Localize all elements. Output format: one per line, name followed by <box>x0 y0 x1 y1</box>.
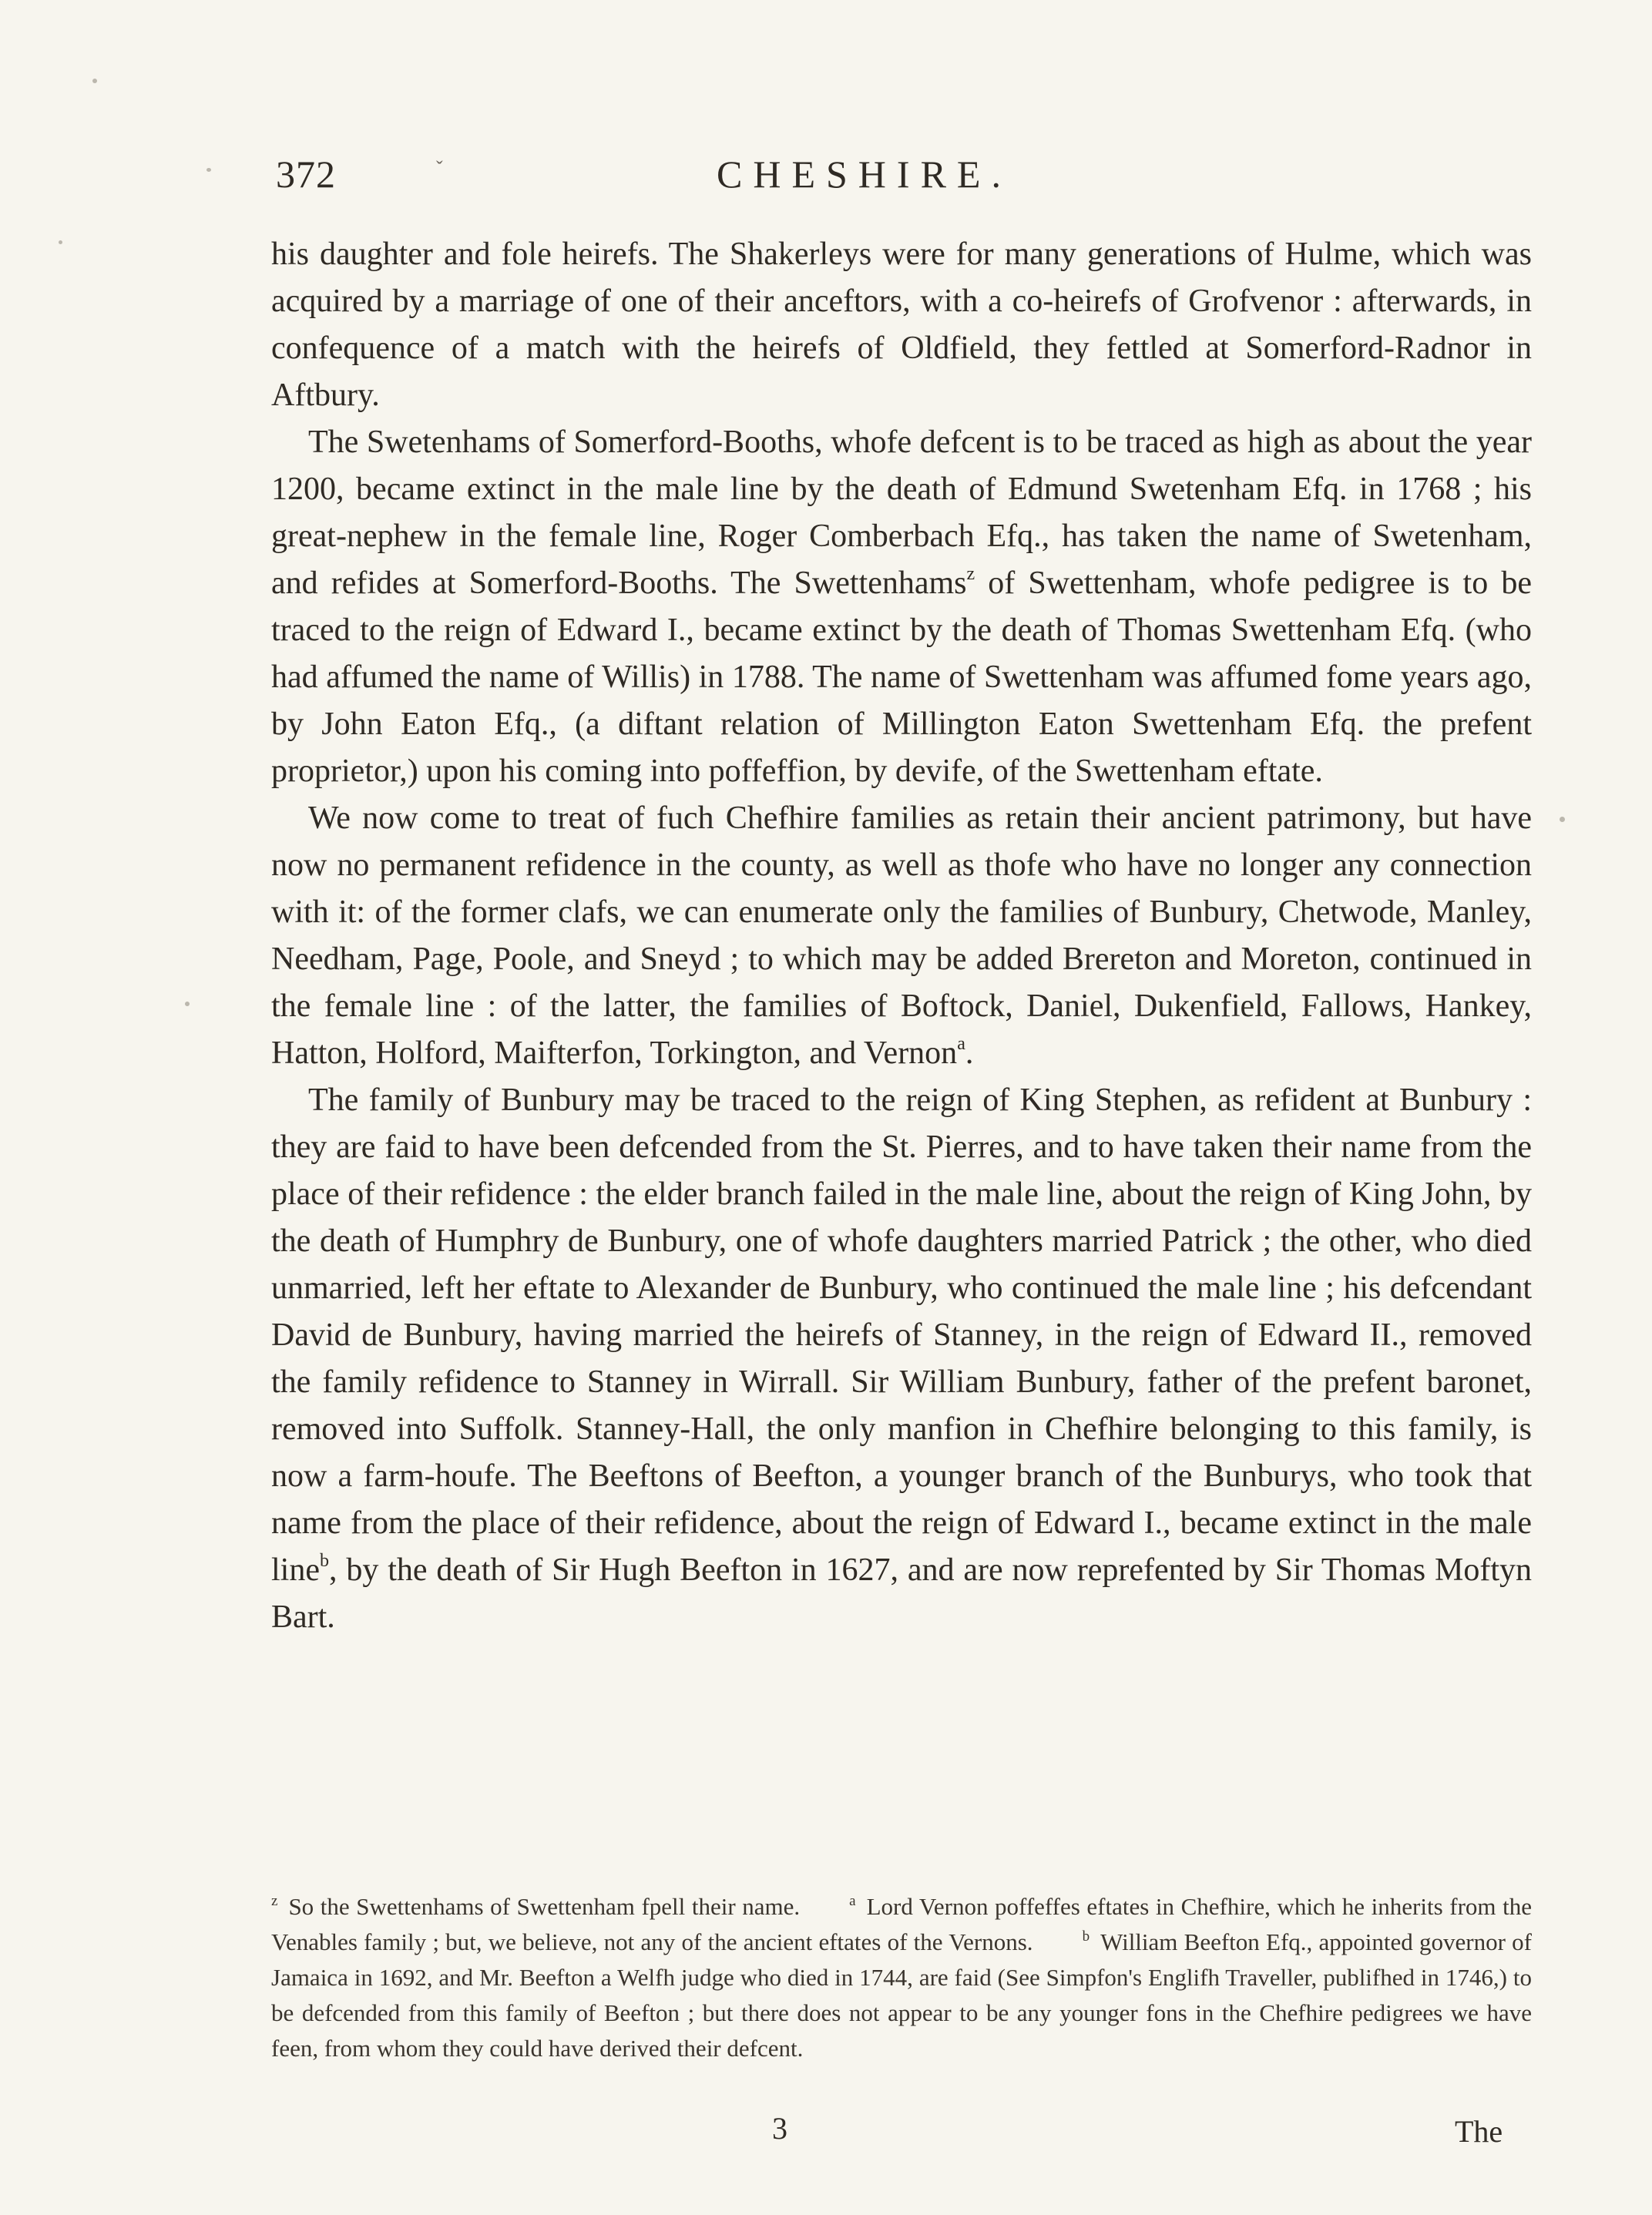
paragraph <box>271 231 1532 419</box>
signature-mark: 3 <box>772 2111 787 2146</box>
paragraph-text: The family of Bunbury may be traced to the reign of King Stephen, as refident at Bunbury : they are faid to have been defcended from the St. Pierres, and to have taken their name from the place of their refidence : the elder branch failed in the male line, about the reign of King John, by the death of Humphry de Bunbury, one of whofe daughters married Patrick ; the other, who died unmarried, left her eftate to Alexander de Bunbury, who continued the male line ; his defcendant David de Bunbury, having married the heirefs of Stanney, in the reign of Edward II., removed the family refidence to Stanney in Wirrall. Sir William Bunbury, father of the prefent baronet, removed into Suffolk. Stanney-Hall, the only manfion in Chefhire belonging to this family, is now a farm-houfe. The Beeftons of Beefton, a younger branch of the Bunburys, who took that name from the place of their refidence, about the reign of Edward I., became extinct in the male line <box>271 1082 1532 1588</box>
footnote-mark-a: a <box>849 1893 856 1909</box>
footnote-reference: b <box>319 1551 329 1571</box>
footnote-a-text: Lord Vernon poffeffes eftates in Chefhire, which he inherits from the Venables family ; but, we believe, not any of the ancient eftates of the Vernons. <box>271 1893 1532 1955</box>
running-head <box>0 151 1652 205</box>
paper-speck <box>59 240 62 244</box>
paper-speck <box>185 1002 190 1006</box>
footnote-block <box>271 1889 1532 2066</box>
paragraph <box>271 419 1532 795</box>
paper-speck <box>206 168 211 172</box>
footnote-reference: z <box>966 564 975 584</box>
paragraph-text: We now come to treat of fuch Chefhire families as retain their ancient patrimony, but have now no permanent refidence in the county, as well as thofe who have no longer any connection with it: of the former clafs, we can enumerate only the families of Bunbury, Chetwode, Manley, Needham, Page, Poole, and Sneyd ; to which may be added Brereton and Moreton, continued in the female line : of the latter, the families of Boftock, Daniel, Dukenfield, Fallows, Hankey, Hatton, Holford, Maifterfon, Torkington, and Vernon <box>271 800 1532 1071</box>
paragraph-text: The Swetenhams of Somerford-Booths, whofe defcent is to be traced as high as about the year 1200, became extinct in the male line by the death of Edmund Swetenham Efq. in 1768 ; his great-nephew in the female line, Roger Comberbach Efq., has taken the name of Swetenham, and refides at Somerford-Booths. The Swettenhams <box>271 425 1532 601</box>
paragraph-text: of Swettenham, whofe pedigree is to be traced to the reign of Edward I., became extinct by the death of Thomas Swettenham Efq. (who had affumed the name of Willis) in 1788. The name of Swettenham was affumed fome years ago, by John Eaton Efq., (a diftant relation of Millington Eaton Swettenham Efq. the prefent proprietor,) upon his coming into poffeffion, by devife, of the Swettenham eftate. <box>271 565 1532 789</box>
body-text <box>271 231 1532 1641</box>
paper-speck <box>1560 817 1565 822</box>
paragraph <box>271 1077 1532 1641</box>
footnote-b-text: William Beefton Efq., appointed governor of Jamaica in 1692, and Mr. Beefton a Welfh judge who died in 1744, are faid (See Simpfon's Englifh Traveller, publifhed in 1746,) to be defcended from this family of Beefton ; but there does not appear to be any younger fons in the Chefhire pedigrees we have feen, from whom they could have derived their defcent. <box>271 1928 1532 2062</box>
page-number: 372 <box>276 153 336 196</box>
footnote-reference: a <box>957 1034 965 1054</box>
paragraph-text: . <box>965 1035 974 1071</box>
footnote-mark-z: z <box>271 1893 278 1909</box>
paragraph <box>271 795 1532 1077</box>
paragraph-text: , by the death of Sir Hugh Beefton in 1627, and are now reprefented by Sir Thomas Moftyn Bart. <box>271 1552 1532 1635</box>
footnotes <box>271 1889 1532 2066</box>
page-title: CHESHIRE. <box>717 153 1012 196</box>
paragraph-text: his daughter and fole heirefs. The Shakerleys were for many generations of Hulme, which was acquired by a marriage of one of their anceftors, with a co-heirefs of Grofvenor : afterwards, in confequence of a match with the heirefs of Oldfield, they fettled at Somerford-Radnor in Aftbury. <box>271 237 1532 413</box>
printer-mark: ˇ <box>436 157 443 180</box>
catchword: The <box>1455 2114 1503 2149</box>
paper-speck <box>92 79 97 83</box>
footnote-mark-b: b <box>1082 1928 1090 1945</box>
footnote-z-text: So the Swettenhams of Swettenham fpell their name. <box>288 1893 801 1920</box>
